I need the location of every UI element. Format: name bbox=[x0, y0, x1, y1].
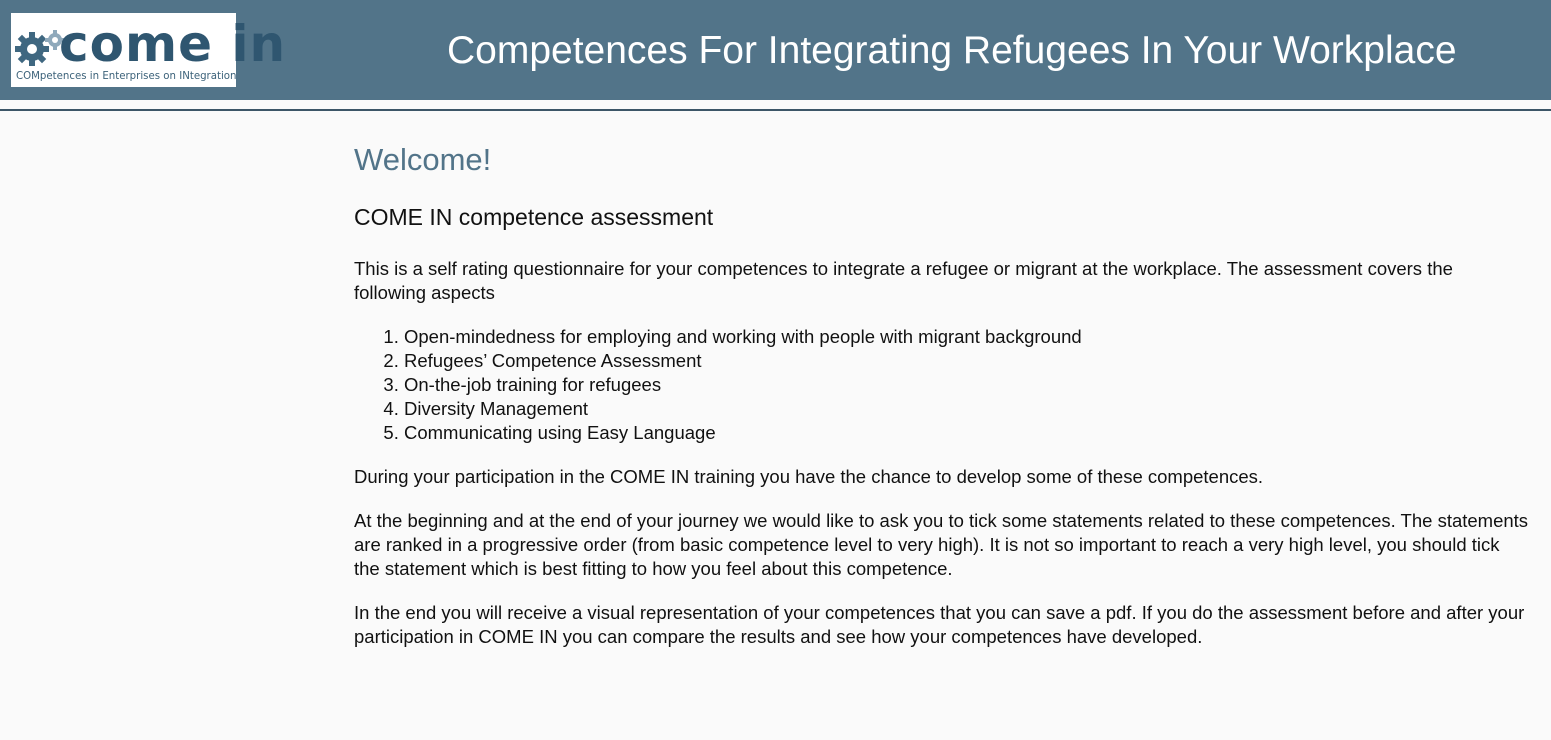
logo-wordmark: come in bbox=[59, 15, 287, 73]
site-header bbox=[0, 0, 1551, 100]
list-item: 3. On-the-job training for refugees bbox=[404, 373, 1529, 397]
logo-tagline: COMpetences in Enterprises on INtegration bbox=[16, 71, 237, 82]
intro-paragraph: This is a self rating questionnaire for your competences to integrate a refugee or migrant at the workplace. The assessment covers the following aspects bbox=[354, 258, 1453, 303]
assessment-subtitle: COME IN competence assessment bbox=[354, 204, 714, 230]
main-content bbox=[354, 138, 1529, 649]
aspects-list bbox=[354, 325, 1529, 445]
training-paragraph: During your participation in the COME IN training you have the chance to develop some of these competences. bbox=[354, 466, 1264, 487]
come-in-logo[interactable] bbox=[11, 13, 287, 87]
page-title: Welcome! bbox=[354, 142, 492, 177]
header-divider bbox=[0, 109, 1551, 111]
list-item: 2. Refugees’ Competence Assessment bbox=[404, 349, 1529, 373]
site-title: Competences For Integrating Refugees In Your Workplace bbox=[447, 29, 1457, 72]
instructions-paragraph: At the beginning and at the end of your journey we would like to ask you to tick some statements related to these competences. The statements are ranked in a progressive order (from basic competence level to very high). It is not so important to reach a very high level, you should tick the statement which is best fitting to how you feel about this competence. bbox=[354, 510, 1529, 579]
list-item: 1. Open-mindedness for employing and working with people with migrant background bbox=[404, 325, 1529, 349]
results-paragraph: In the end you will receive a visual representation of your competences that you can save a pdf. If you do the assessment before and after your participation in COME IN you can compare the results and see how your competences have developed. bbox=[354, 602, 1525, 647]
list-item: 4. Diversity Management bbox=[404, 397, 1529, 421]
list-item: 5. Communicating using Easy Language bbox=[404, 421, 1529, 445]
